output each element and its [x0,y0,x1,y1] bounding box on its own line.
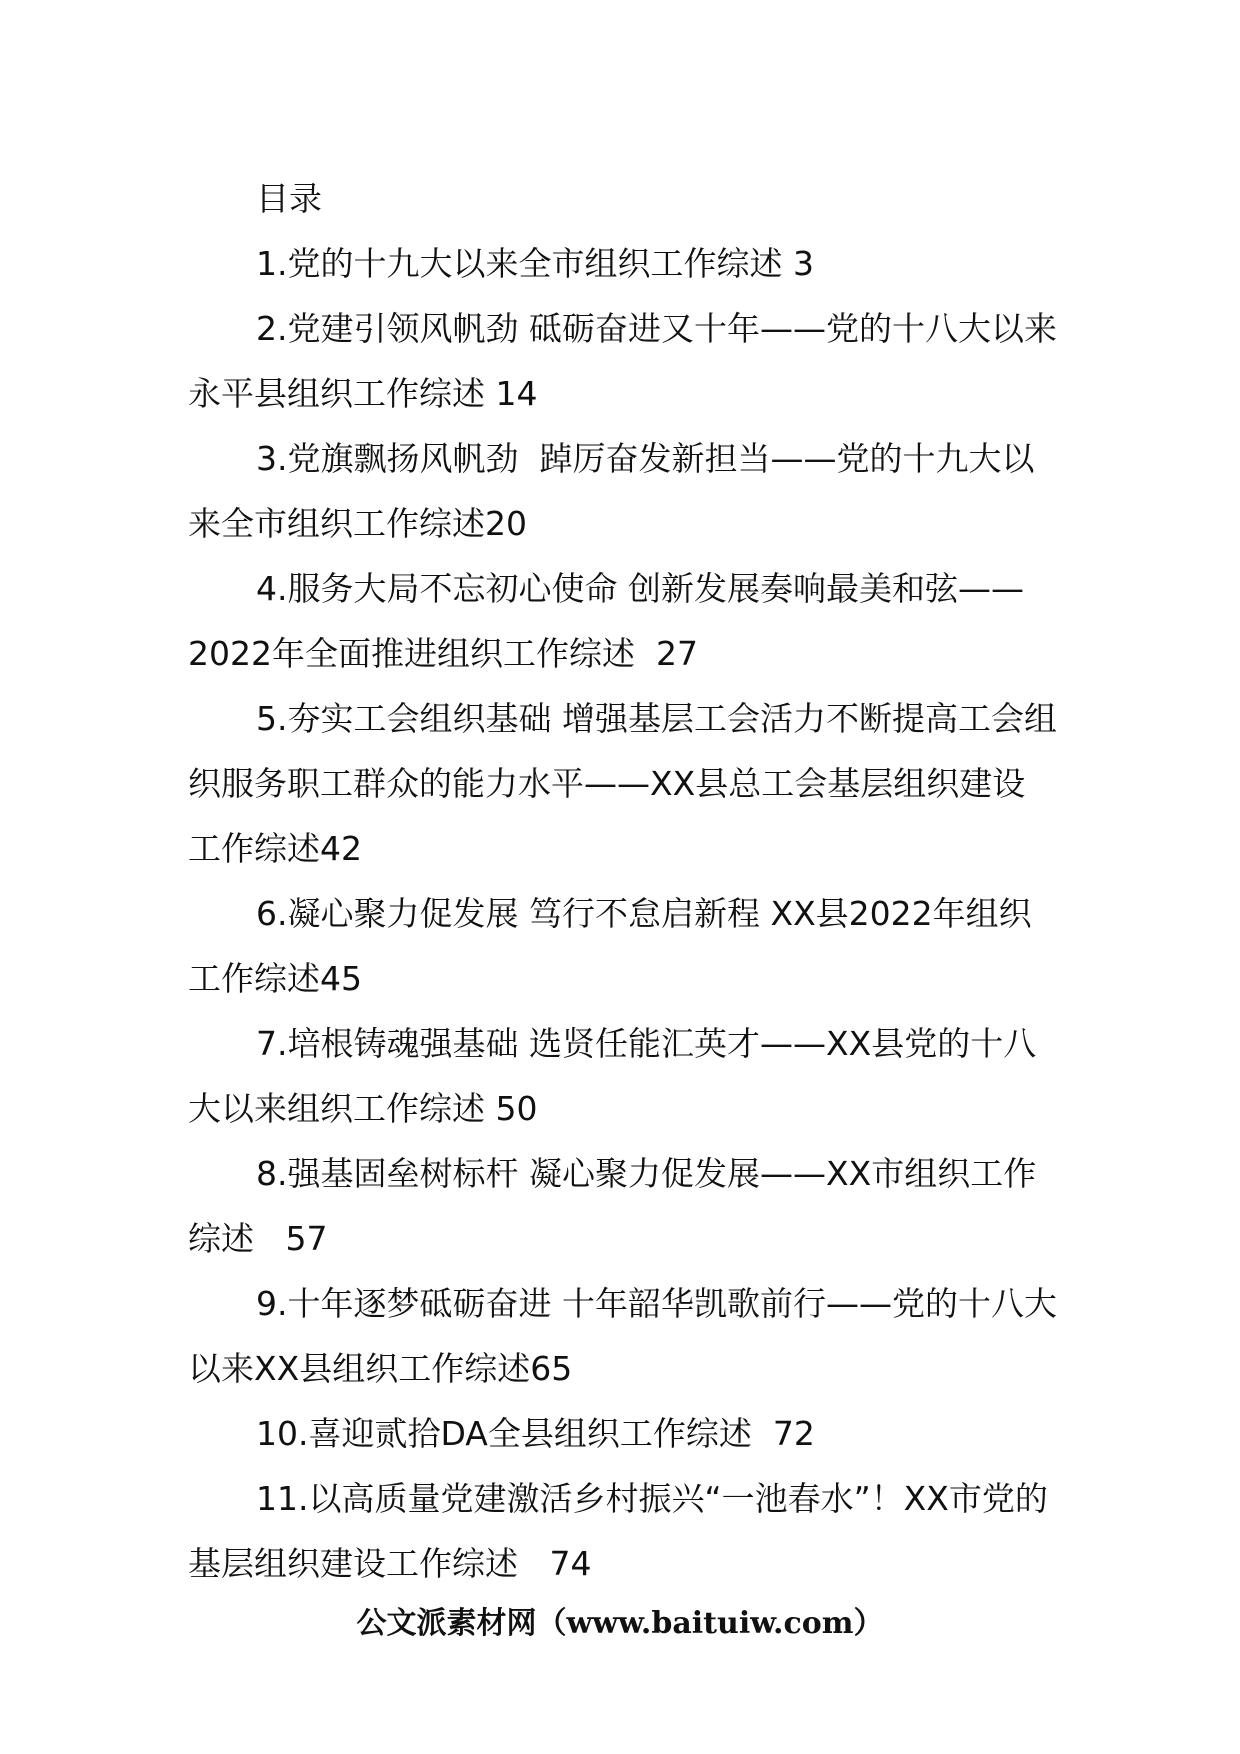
toc-item [188,881,1058,1011]
toc-item-text: 2.党建引领风帆劲 砥砺奋进又十年——党的十八大以来永平县组织工作综述 14 [188,309,1057,413]
toc-item [188,1466,1058,1596]
toc-title: 目录 [256,179,322,218]
toc-item [188,1011,1058,1141]
toc-item-text: 7.培根铸魂强基础 选贤任能汇英才——XX县党的十八大以来组织工作综述 50 [188,1024,1037,1128]
toc-list [188,231,1058,1596]
toc-item [188,1271,1058,1401]
toc-item-text: 4.服务大局不忘初心使命 创新发展奏响最美和弦——2022年全面推进组织工作综述 27 [188,569,1024,673]
footer-watermark: 公文派素材网（www.baituiw.com） [356,1606,884,1641]
toc-item-text: 3.党旗飘扬风帆劲 踔厉奋发新担当——党的十九大以来全市组织工作综述20 [188,439,1035,543]
toc-item [188,1141,1058,1271]
toc-item-text: 10.喜迎贰拾DA全县组织工作综述 72 [256,1414,815,1453]
toc-section [188,166,1058,1596]
toc-item [188,686,1058,881]
toc-item [188,231,1058,296]
toc-item-text: 11.以高质量党建激活乡村振兴“一池春水”！XX市党的基层组织建设工作综述 74 [188,1479,1048,1583]
toc-item-text: 9.十年逐梦砥砺奋进 十年韶华凯歌前行——党的十八大以来XX县组织工作综述65 [188,1284,1057,1388]
toc-item [188,1401,1058,1466]
toc-item [188,556,1058,686]
toc-item-text: 1.党的十九大以来全市组织工作综述 3 [256,244,814,283]
toc-item [188,426,1058,556]
toc-item [188,296,1058,426]
toc-item-text: 6.凝心聚力促发展 笃行不怠启新程 XX县2022年组织工作综述45 [188,894,1032,998]
toc-item-text: 5.夯实工会组织基础 增强基层工会活力不断提高工会组织服务职工群众的能力水平——XX县总工会基层组织建设工作综述42 [188,699,1057,868]
toc-item-text: 8.强基固垒树标杆 凝心聚力促发展——XX市组织工作综述 57 [188,1154,1037,1258]
